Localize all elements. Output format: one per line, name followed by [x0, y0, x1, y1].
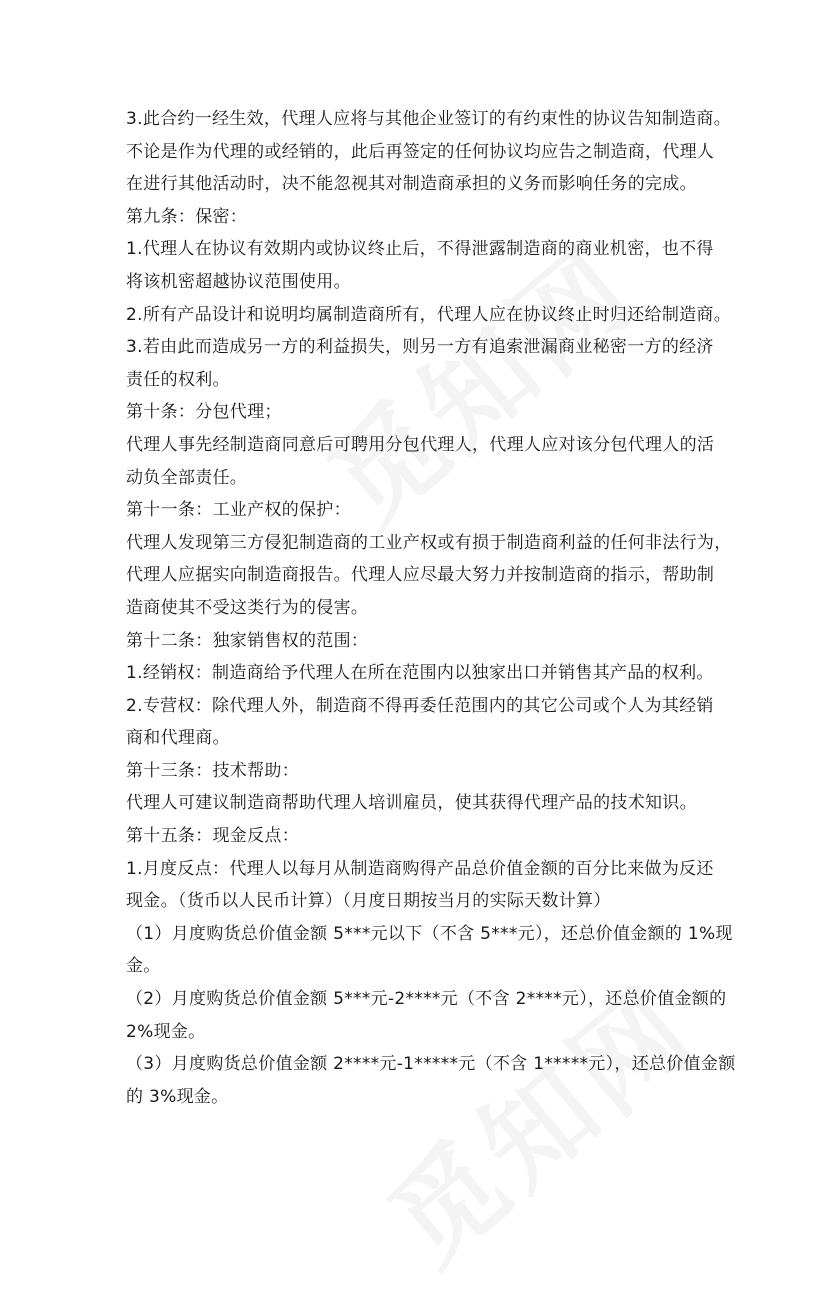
- text-line: （2）月度购货总价值金额 5***元-2****元（不含 2****元），还总价值金额的: [126, 989, 727, 1010]
- text-line: 1.经销权：制造商给予代理人在所在范围内以独家出口并销售其产品的权利。: [126, 663, 714, 684]
- text-line: 动负全部责任。: [126, 467, 248, 488]
- text-line: 2.专营权：除代理人外，制造商不得再委任范围内的其它公司或个人为其经销: [126, 695, 714, 716]
- text-line: 1.月度反点：代理人以每月从制造商购得产品总价值金额的百分比来做为反还: [126, 858, 714, 879]
- text-line: 代理人发现第三方侵犯制造商的工业产权或有损于制造商利益的任何非法行为，: [126, 532, 732, 553]
- text-line: 代理人可建议制造商帮助代理人培训雇员，使其获得代理产品的技术知识。: [126, 793, 697, 814]
- text-line: 的 3%现金。: [126, 1086, 229, 1107]
- text-line: 现金。（货币以人民币计算）（月度日期按当月的实际天数计算）: [126, 891, 611, 912]
- text-line: 3.此合约一经生效，代理人应将与其他企业签订的有约束性的协议告知制造商。: [126, 109, 732, 129]
- section-heading: 第十条：分包代理；: [126, 402, 282, 423]
- text-line: 不论是作为代理的或经销的，此后再签定的任何协议均应告之制造商，代理人: [126, 141, 715, 162]
- text-line: 造商使其不受这类行为的侵害。: [126, 597, 369, 618]
- text-line: 责任的权利。: [126, 369, 230, 390]
- document-body: [126, 103, 736, 1113]
- text-line: 商和代理商。: [126, 728, 230, 749]
- section-heading: 第十二条：独家销售权的范围：: [126, 630, 369, 651]
- section-heading: 第十一条：工业产权的保护：: [126, 500, 351, 521]
- section-heading: 第九条：保密：: [126, 206, 248, 227]
- text-line: 代理人应据实向制造商报告。代理人应尽最大努力并按制造商的指示，帮助制: [126, 565, 715, 586]
- text-line: 1.代理人在协议有效期内或协议终止后，不得泄露制造商的商业机密，也不得: [126, 239, 714, 260]
- text-line: 将该机密超越协议范围使用。: [126, 271, 351, 292]
- text-line: 代理人事先经制造商同意后可聘用分包代理人，代理人应对该分包代理人的活: [126, 434, 715, 455]
- text-line: 3.若由此而造成另一方的利益损失，则另一方有追索泄漏商业秘密一方的经济: [126, 337, 714, 358]
- text-line: 2.所有产品设计和说明均属制造商所有，代理人应在协议终止时归还给制造商。: [126, 304, 732, 325]
- text-line: （3）月度购货总价值金额 2****元-1*****元（不含 1*****元），还总价值金额: [126, 1054, 736, 1075]
- text-line: （1）月度购货总价值金额 5***元以下（不含 5***元），还总价值金额的 1%现: [126, 923, 733, 944]
- text-line: 金。: [126, 956, 161, 977]
- section-heading: 第十五条：现金反点：: [126, 826, 299, 847]
- text-line: 在进行其他活动时，决不能忽视其对制造商承担的义务而影响任务的完成。: [126, 174, 697, 195]
- text-line: 2%现金。: [126, 1021, 206, 1042]
- section-heading: 第十三条：技术帮助：: [126, 760, 299, 781]
